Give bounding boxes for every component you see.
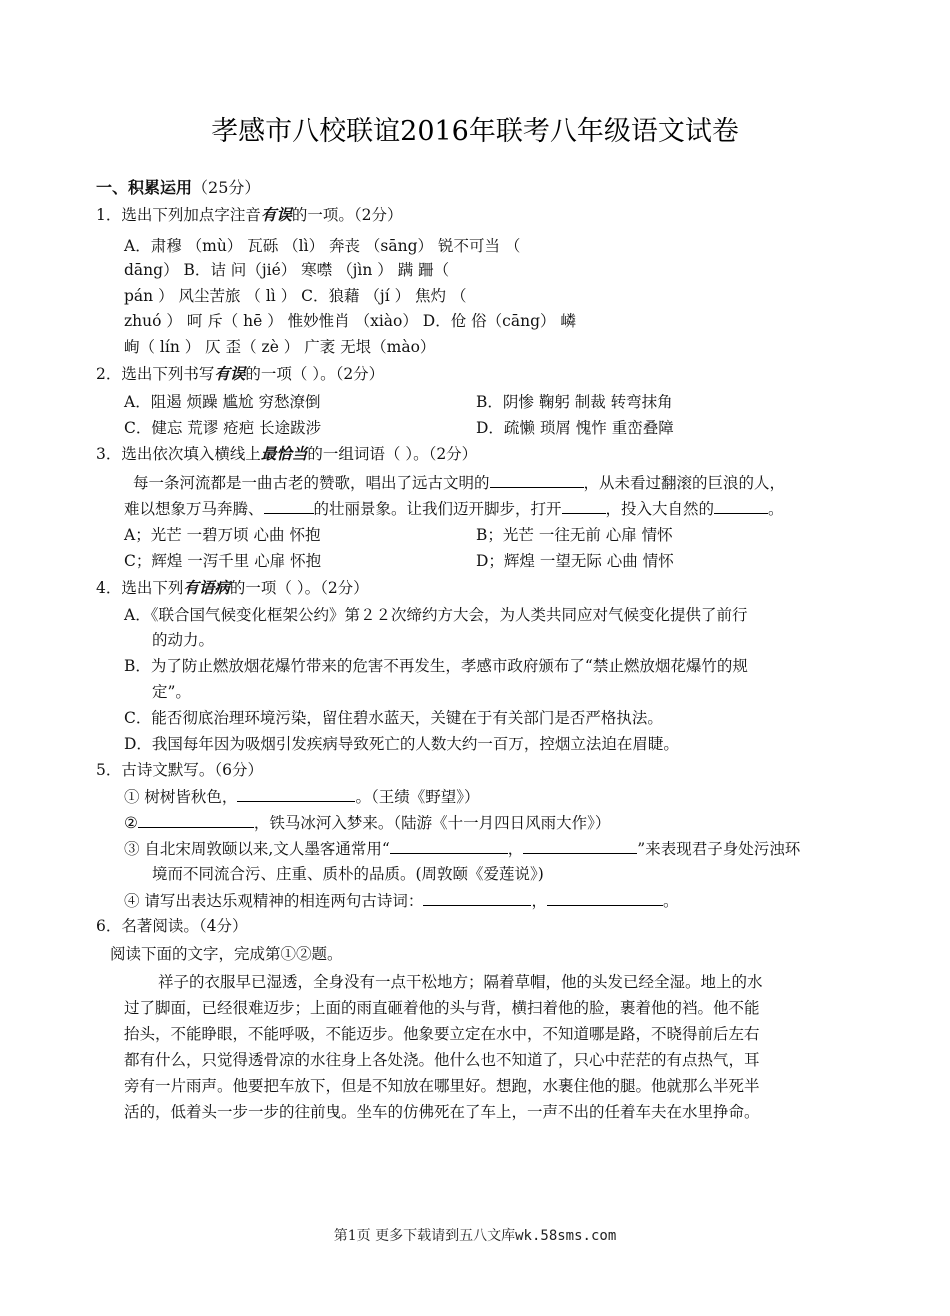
emphasis-text: 有语病	[183, 578, 230, 597]
fill-blank	[390, 836, 508, 854]
fill-blank	[562, 496, 606, 514]
question-2-stem: 2．选出下列书写有误的一项（ ）。（2分）	[96, 364, 385, 383]
passage-line: 活的，低着头一步一步的往前曳。坐车的仿佛死在了车上，一声不出的任着车夫在水里挣命。	[124, 1103, 760, 1121]
question-1-line: zhuó ） 呵 斥（ hē ） 惟妙惟肖 （xiào） D．伧 俗（cāng） 嶙	[124, 312, 576, 330]
fill-blank	[714, 496, 768, 514]
option-b-continued: 定”。	[152, 683, 191, 701]
question-1-line: dāng） B．诘 问（jié） 寒噤 （jìn ） 蹒 跚（	[124, 261, 450, 279]
footer-url: wk.58sms.com	[515, 1228, 617, 1244]
reading-instruction: 阅读下面的文字，完成第①②题。	[110, 945, 343, 963]
option-c: C；辉煌 一泻千里 心扉 怀抱	[124, 552, 322, 570]
option-d: D．我国每年因为吸烟引发疾病导致死亡的人数大约一百万，控烟立法迫在眉睫。	[124, 735, 679, 753]
option-c: C．能否彻底治理环境污染，留住碧水蓝天，关键在于有关部门是否严格执法。	[124, 709, 663, 727]
option-d: D；辉煌 一望无际 心曲 情怀	[476, 552, 674, 570]
passage-line: 过了脚面，已经很难迈步；上面的雨直砸着他的头与背，横扫着他的脸，裹着他的裆。他不能	[124, 999, 760, 1017]
question-1-line: 峋（ lín ） 仄 歪（ zè ） 广袤 无垠（mào）	[124, 338, 436, 356]
option-d: D．疏懒 琐屑 愧怍 重峦叠障	[476, 419, 674, 437]
page-title: 孝感市八校联谊2016年联考八年级语文试卷	[211, 116, 739, 147]
poem-line-3: ③ 自北宋周敦颐以来,文人墨客通常用“ ， ”来表现君子身处污浊环	[124, 836, 800, 861]
option-b: B．阴惨 鞠躬 制裁 转弯抹角	[476, 393, 673, 411]
option-a: A．阻遏 烦躁 尴尬 穷愁潦倒	[124, 393, 321, 411]
poem-line-3-continued: 境而不同流合污、庄重、质朴的品质。(周敦颐《爱莲说》)	[152, 865, 544, 883]
page-footer	[0, 1226, 950, 1246]
passage-line: 祥子的衣服早已湿透，全身没有一点干松地方；隔着草帽，他的头发已经全湿。地上的水	[158, 973, 763, 991]
question-3-stem: 3．选出依次填入横线上最恰当的一组词语（ ）。（2分）	[96, 444, 478, 463]
poem-line-4: ④ 请写出表达乐观精神的相连两句古诗词： ， 。	[124, 888, 678, 913]
section-label: 一、积累运用	[96, 178, 193, 197]
footer-text: 更多下载请到五八文库	[375, 1228, 516, 1244]
fill-blank	[490, 470, 584, 488]
option-a: A；光芒 一碧万顷 心曲 怀抱	[124, 526, 321, 544]
question-1-stem: 1．选出下列加点字注音有误的一项。（2分）	[96, 205, 403, 224]
option-c: C．健忘 荒谬 疮疤 长途跋涉	[124, 419, 322, 437]
section-header	[96, 176, 260, 200]
fill-blank	[547, 888, 663, 906]
question-1-line: A．肃穆 （mù） 瓦砾 （lì） 奔丧 （sāng） 锐不可当 （	[124, 237, 521, 255]
emphasis-text: 最恰当	[260, 444, 308, 463]
fill-blank	[264, 496, 314, 514]
question-3-passage: 难以想象万马奔腾、 的壮丽景象。让我们迈开脚步，打开 ，投入大自然的 。	[124, 496, 784, 521]
option-a-continued: 的动力。	[152, 631, 215, 649]
fill-blank	[523, 836, 637, 854]
fill-blank	[423, 888, 531, 906]
section-points: （25分）	[192, 178, 261, 197]
question-3-passage: 每一条河流都是一曲古老的赞歌，唱出了远古文明的 ，从未看过翻滚的巨浪的人，	[133, 470, 785, 495]
question-6-stem: 6．名著阅读。（4分）	[96, 917, 248, 935]
option-a: A．《联合国气候变化框架公约》第２２次缔约方大会，为人类共同应对气候变化提供了前行	[124, 606, 748, 624]
fill-blank	[237, 784, 355, 802]
emphasis-text: 有误	[214, 364, 246, 383]
passage-line: 都有什么，只觉得透骨凉的水往身上各处浇。他什么也不知道了，只心中茫茫的有点热气，耳	[124, 1051, 760, 1069]
question-1-line: pán ） 风尘苦旅 （ lì ） C．狼藉 （jí ） 焦灼 （	[124, 287, 467, 305]
option-b: B；光芒 一往无前 心扉 情怀	[476, 526, 673, 544]
passage-line: 抬头，不能睁眼，不能呼吸，不能迈步。他象要立定在水中，不知道哪是路，不晓得前后左右	[124, 1025, 760, 1043]
option-b: B．为了防止燃放烟花爆竹带来的危害不再发生，孝感市政府颁布了“禁止燃放烟花爆竹的规	[124, 657, 748, 675]
emphasis-text: 有误	[260, 205, 292, 224]
question-5-stem: 5．古诗文默写。（6分）	[96, 761, 263, 779]
question-4-stem: 4．选出下列有语病的一项（ ）。（2分）	[96, 578, 369, 597]
fill-blank	[138, 810, 254, 828]
poem-line-2: ② ，铁马冰河入梦来。（陆游《十一月四日风雨大作》）	[124, 810, 610, 835]
poem-line-1: ① 树树皆秋色， 。（王绩《野望》）	[124, 784, 479, 809]
passage-line: 旁有一片雨声。他要把车放下，但是不知放在哪里好。想跑，水裹住他的腿。他就那么半死半	[124, 1077, 760, 1095]
page-number: 第1页	[333, 1228, 371, 1244]
